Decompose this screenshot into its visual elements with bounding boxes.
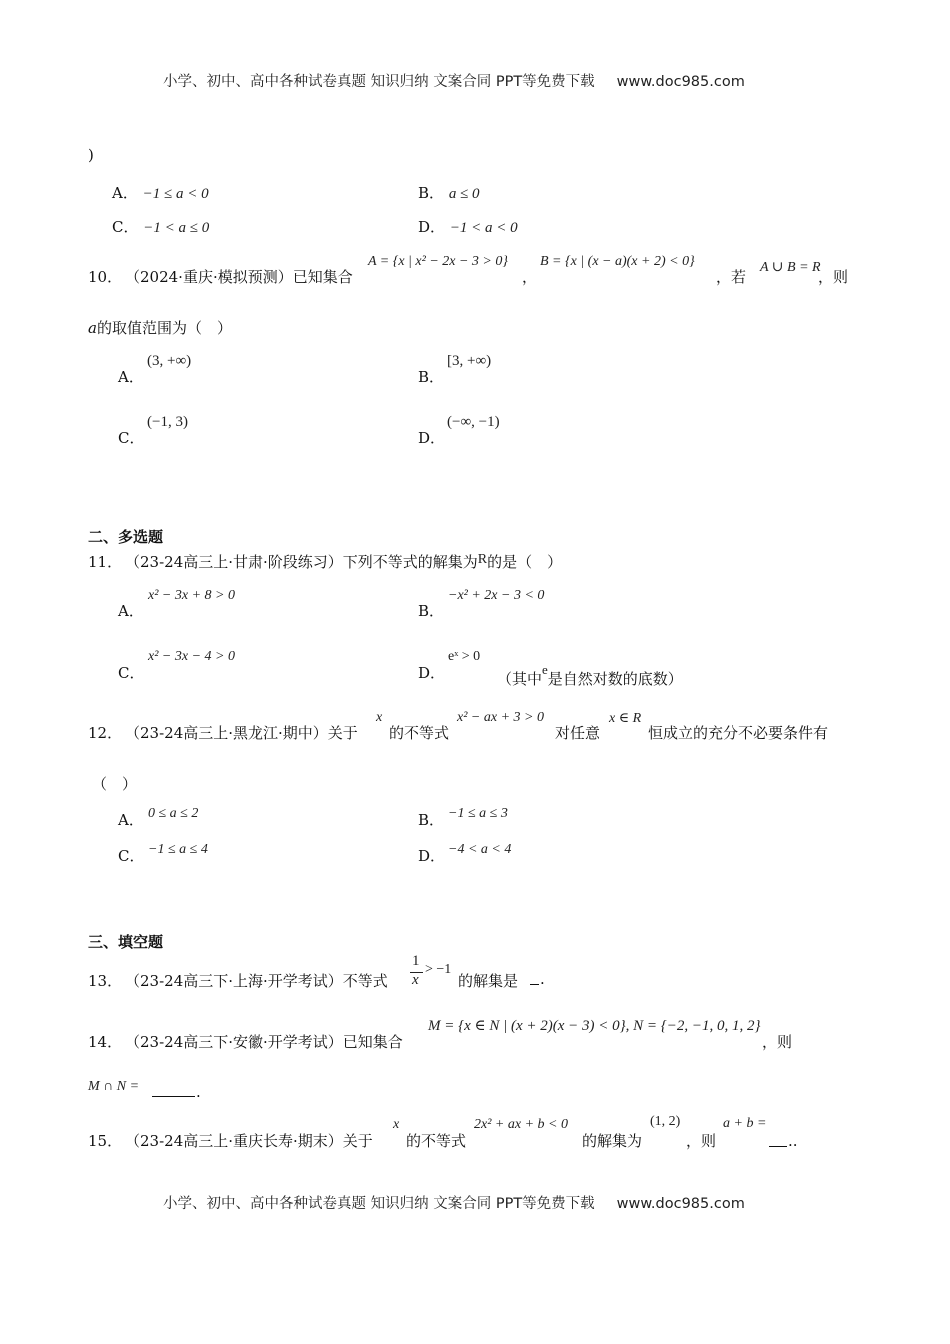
q9-option-d-math: −1 < a < 0 — [449, 220, 518, 236]
q12-option-c-math: −1 ≤ a ≤ 4 — [148, 842, 208, 857]
q13-answer-blank[interactable] — [530, 970, 539, 989]
q12-text: （23-24高三上·黑龙江·期中）关于 — [125, 724, 358, 742]
q15-period: .. — [788, 1132, 798, 1150]
q10-comma: ， — [522, 268, 538, 286]
q15-text2: 的不等式 — [406, 1132, 467, 1150]
q11-euler-e: e — [542, 662, 548, 677]
q10-set-a: A = {x | x² − 2x − 3 > 0} — [368, 254, 508, 269]
q11-real-set: R — [477, 552, 488, 567]
q15-var-x: x — [393, 1117, 400, 1132]
q14-ze: ，则 — [762, 1033, 793, 1051]
q12-number: 12． — [88, 724, 123, 742]
q10-union: A ∪ B = R — [760, 260, 821, 275]
q15-text: （23-24高三上·重庆长寿·期末）关于 — [125, 1132, 373, 1150]
footer-text: 小学、初中、高中各种试卷真题 知识归纳 文案合同 PPT等免费下载 — [163, 1196, 595, 1212]
header-text: 小学、初中、高中各种试卷真题 知识归纳 文案合同 PPT等免费下载 — [163, 74, 595, 90]
q9-tail: ) — [88, 146, 94, 164]
q10-set-b: B = {x | (x − a)(x + 2) < 0} — [540, 254, 695, 269]
q10-line2: a的取值范围为（ ） — [88, 319, 232, 337]
q15-answer-blank[interactable] — [769, 1132, 787, 1151]
q11-option-c: C． — [118, 664, 145, 682]
q14-text: （23-24高三下·安徽·开学考试）已知集合 — [125, 1033, 403, 1051]
q10-option-b-math: [3, +∞) — [447, 353, 492, 369]
q11-option-d-math: eˣ > 0 — [448, 649, 481, 664]
q9-option-c: C． −1 < a ≤ 0 — [112, 218, 210, 236]
q12-option-c: C． — [118, 847, 145, 865]
q15-text3: 的解集为 — [582, 1132, 643, 1150]
q15-expr: a + b = — [723, 1116, 767, 1131]
q13-number: 13． — [88, 972, 123, 990]
q9-option-b: B． a ≤ 0 — [418, 184, 480, 202]
q11-option-d-note: （其中e是自然对数的底数） — [497, 662, 683, 688]
q10-option-a: A． — [118, 368, 144, 386]
q9-option-d: D． −1 < a < 0 — [418, 218, 518, 236]
q13-frac-numerator: 1 — [412, 953, 420, 969]
q12-option-a: A． — [118, 811, 144, 829]
q10-option-d: D． — [418, 429, 446, 447]
q10-option-c-math: (−1, 3) — [147, 414, 188, 430]
q9-option-b-math: a ≤ 0 — [448, 186, 480, 202]
q13-fraction — [410, 955, 424, 989]
section-multiple-choice: 二、多选题 — [88, 528, 164, 546]
q12-text3: 对任意 — [555, 724, 601, 742]
q9-option-c-math: −1 < a ≤ 0 — [143, 220, 210, 236]
q12-option-b: B． — [418, 811, 445, 829]
q11-option-b-math: −x² + 2x − 3 < 0 — [448, 588, 545, 603]
q15-inequality: 2x² + ax + b < 0 — [474, 1117, 568, 1132]
q13-frac-denominator: x — [412, 972, 419, 988]
q10-option-b: B． — [418, 368, 445, 386]
q9-option-a-math: −1 ≤ a < 0 — [142, 186, 209, 202]
q14-sets: M = {x ∈ N | (x + 2)(x − 3) < 0}, N = {−2, −1, 0, 1, 2} — [428, 1018, 761, 1034]
q10-var-a: a — [88, 319, 97, 337]
q10-ze: ，则 — [818, 268, 849, 286]
footer-url[interactable]: www.doc985.com — [616, 1196, 745, 1212]
q12-option-d-math: −4 < a < 4 — [448, 842, 512, 857]
q10-option-a-math: (3, +∞) — [147, 353, 192, 369]
q12-line2: （ ） — [92, 775, 138, 793]
q11-number: 11． — [88, 553, 123, 571]
q13-text: （23-24高三下·上海·开学考试）不等式 — [125, 972, 388, 990]
q11-text: （23-24高三上·甘肃·阶段练习）下列不等式的解集为R的是（ ） — [125, 552, 563, 571]
header-url[interactable]: www.doc985.com — [616, 74, 745, 90]
section-fill-in: 三、填空题 — [88, 933, 164, 951]
q11-option-c-math: x² − 3x − 4 > 0 — [148, 649, 235, 664]
page-footer — [163, 1192, 745, 1213]
q12-option-d: D． — [418, 847, 446, 865]
q12-text4: 恒成立的充分不必要条件有 — [648, 724, 829, 742]
q12-option-b-math: −1 ≤ a ≤ 3 — [448, 806, 508, 821]
q12-domain: x ∈ R — [609, 711, 642, 726]
q14-number: 14． — [88, 1033, 123, 1051]
q12-option-a-math: 0 ≤ a ≤ 2 — [148, 806, 199, 821]
q13-rhs: > −1 — [425, 962, 452, 977]
q15-ze: ，则 — [686, 1132, 717, 1150]
q11-option-b: B． — [418, 602, 445, 620]
q15-interval: (1, 2) — [650, 1114, 681, 1129]
q14-period: . — [196, 1083, 201, 1101]
q9-option-a: A． −1 ≤ a < 0 — [112, 184, 209, 202]
q11-option-a: A． — [118, 602, 144, 620]
q13-text2: 的解集是 — [458, 972, 519, 990]
q11-option-d: D． — [418, 664, 446, 682]
q11-option-a-math: x² − 3x + 8 > 0 — [148, 588, 235, 603]
q13-period: . — [540, 970, 545, 988]
q14-answer-blank[interactable] — [152, 1082, 195, 1101]
q12-inequality: x² − ax + 3 > 0 — [457, 710, 544, 725]
q14-expr: M ∩ N = — [88, 1079, 140, 1094]
q10-source: （2024·重庆·模拟预测）已知集合 — [125, 268, 353, 286]
q12-var-x: x — [376, 710, 383, 725]
q10-ruo: ，若 — [716, 268, 747, 286]
q10-option-c: C． — [118, 429, 145, 447]
q10-option-d-math: (−∞, −1) — [447, 414, 500, 430]
q10-number: 10． — [88, 268, 123, 286]
q12-text2: 的不等式 — [389, 724, 450, 742]
q15-number: 15． — [88, 1132, 123, 1150]
page-header — [163, 70, 745, 91]
